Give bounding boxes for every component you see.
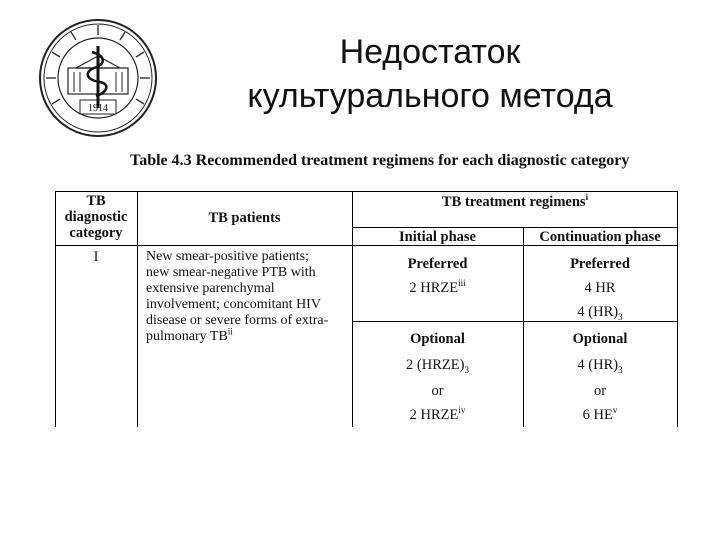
patients-line-2: new smear-negative PTB with (146, 265, 316, 280)
cont-optional-regimen-2 (523, 407, 677, 423)
initial-optional-regimen-2 (352, 407, 523, 423)
cont-preferred-2-sub: 3 (618, 311, 623, 322)
initial-preferred-footnote: iii (458, 278, 466, 289)
cont-optional-label: Optional (572, 331, 628, 347)
patients-line-3: extensive parenchymal (146, 281, 275, 296)
cont-preferred-2-text: 4 (HR) (577, 304, 619, 320)
cont-opt-2-text: 6 HE (582, 407, 613, 423)
row-category: I (93, 249, 99, 265)
header-regimens-label: TB treatment regimens (441, 194, 586, 210)
initial-preferred-label: Preferred (407, 256, 468, 272)
cont-opt-1-sub: 3 (618, 364, 623, 375)
initial-optional-label: Optional (410, 331, 465, 347)
initial-preferred-regimen (352, 280, 523, 296)
patients-line-1: New smear-positive patients; (146, 249, 310, 264)
cont-preferred-regimen-1: 4 HR (584, 280, 616, 296)
initial-opt-1-text: 2 (HRZE) (406, 357, 465, 373)
slide-title (200, 30, 660, 118)
patients-line-6 (146, 326, 351, 345)
initial-opt-1-sub: 3 (464, 364, 469, 375)
patients-line-6-text: pulmonary TB (146, 329, 228, 344)
cont-optional-regimen-1 (523, 357, 677, 373)
logo-year: 1914 (88, 103, 108, 114)
university-seal-logo (36, 16, 160, 140)
initial-optional-regimen-1 (352, 357, 523, 373)
treatment-table (55, 191, 678, 427)
cont-preferred-label: Preferred (570, 256, 630, 272)
header-initial-phase: Initial phase (399, 229, 476, 245)
title-line-2: культурального метода (247, 77, 613, 115)
initial-opt-2-footnote: iv (458, 405, 466, 416)
header-category-line-2: diagnostic (64, 209, 128, 225)
patients-line-5: disease or severe forms of extra- (146, 313, 329, 328)
initial-preferred-text: 2 HRZE (409, 280, 459, 296)
cont-opt-2-footnote: v (612, 405, 618, 416)
cont-optional-or: or (593, 383, 607, 399)
table-caption: Table 4.3 Recommended treatment regimens for each diagnostic category (130, 152, 630, 169)
patients-line-4: involvement; concomitant HIV (146, 297, 321, 312)
row-patients (146, 249, 351, 345)
header-regimens-footnote: i (585, 192, 589, 203)
header-category-line-3: category (69, 225, 123, 241)
cont-preferred-regimen-2 (523, 304, 677, 320)
initial-opt-2-text: 2 HRZE (409, 407, 459, 423)
header-continuation-phase: Continuation phase (539, 229, 661, 245)
cont-opt-1-text: 4 (HR) (577, 357, 619, 373)
header-patients: TB patients (208, 210, 281, 226)
patients-footnote: ii (227, 326, 233, 337)
header-category-line-1: TB (86, 193, 106, 209)
initial-optional-or: or (431, 383, 444, 399)
header-regimens (352, 194, 678, 210)
header-category (55, 193, 137, 241)
title-line-1: Недостаток (339, 33, 521, 71)
